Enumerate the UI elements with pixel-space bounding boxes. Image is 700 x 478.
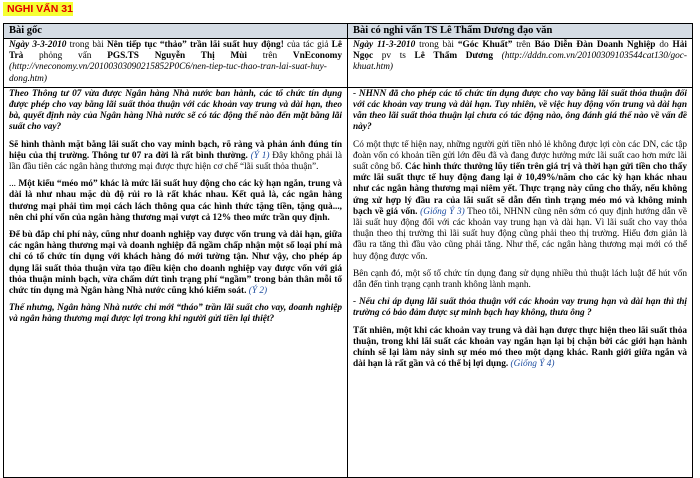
idea-tag: (Ý 1): [247, 150, 270, 161]
source-on: trên: [246, 51, 293, 62]
source-reporter: Hải Ngọc: [353, 40, 688, 62]
answer-paragraph: [353, 326, 687, 371]
question-paragraph: Theo Thông tư 07 vừa được Ngân hàng Nhà nước ban hành, các tổ chức tín dụng được phép cho vay bằng lãi suất thỏa thuận với các khoản vay trung và dài hạn, theo bà, quyết định này của Ngân hàng Nhà nước sẽ có tác động thế nào đến mặt bằng lãi suất cho vay?: [9, 88, 342, 133]
highlighted-text: Các hình thức thưởng lũy tiến trên giá trị và thời hạn gửi tiền cho thấy mức lãi suất thực tế huy động đang lại ở 10,49%/năm cho các kỳ hạn khác nhau như các ngân hàng thương mại niêm yết. Thực trạng này cũng cho thấy, nếu không ứng xử hợp lý đầu ra của lãi suất sẽ dẫn đến tình trạng méo mó và không minh bạch về giá vốn.: [353, 162, 687, 217]
source-interview: phỏng vấn: [23, 51, 108, 62]
highlighted-text: Sẽ hình thành mặt bằng lãi suất cho vay minh bạch, rõ ràng và phản ánh đúng tín hiệu của thị trường. Thông tư 07 ra đời là rất bình thường.: [9, 139, 342, 161]
plain-text: ...: [9, 179, 19, 190]
question-paragraph: Thế nhưng, Ngân hàng Nhà nước chỉ mới “tháo” trần lãi suất cho vay, doanh nghiệp và ngân hàng thương mại được lợi trong khi người gửi tiền lại thiệt?: [9, 303, 342, 325]
source-article-title: “Góc Khuất”: [457, 40, 513, 50]
source-author: Lê Trà: [9, 40, 342, 62]
source-url[interactable]: (http://dddn.com.vn/20100309103544cat130/goc-khuat.htm): [353, 51, 687, 73]
body-cell-suspected: [348, 87, 693, 477]
source-paper: Báo Diễn Đàn Doanh Nghiệp: [534, 40, 656, 50]
source-url[interactable]: (http://vneconomy.vn/20100303090215852P0C6/nen-tiep-tuc-thao-tran-lai-suat-huy-dong.htm): [9, 62, 327, 84]
highlighted-text: Tất nhiên, một khi các khoản vay trung và dài hạn được thực hiện theo lãi suất thỏa thuận, trong khi lãi suất các khoản vay ngắn hạn lại bị chặn bởi các giới hạn hành chính sẽ lại làm nảy sinh sự méo mó theo một dạng khác. Ranh giới giữa ngắn và dài hạn là rất gần và có thể bị lợi dụng.: [353, 325, 687, 370]
plain-text: Theo tôi, NHNN cũng nên sớm có quy định hướng dẫn về lãi suất huy động đối với các khoản vay trung hạn và dài hạn. Vì lãi suất cho vay thỏa thuận theo thị trường thì lãi suất huy động cũng phải theo thị trường. Hiểu đơn giản là đầu ra tăng thì đầu vào cũng phải tăng. Như thế, các ngân hàng thương mại mới có thể huy động được vốn.: [353, 206, 687, 262]
comparison-table: [3, 23, 693, 478]
plain-text: Đây không phải là lần đầu tiên các ngân hàng thương mại được thực hiện cơ chế “lãi suất thỏa thuận”.: [9, 150, 342, 173]
table-header-row: [4, 24, 693, 39]
highlighted-text: Để bù đắp chi phí này, cũng như doanh nghiệp vay được vốn trung và dài hạn, giữa các ngân hàng thương mại và doanh nghiệp đã ngầm chấp nhận một số loại phí mà chỉ có tổ chức tín dụng với khách hàng đó mới tường tận. Như vậy, cho phép áp dụng lãi suất thỏa thuận vừa tạo điều kiện cho doanh nghiệp vay được vốn với giá thỏa thuận minh bạch, vừa chấm dứt tình trạng phí “ngầm” trong bản thân mỗi tổ chức tín dụng mà Ngân hàng Nhà nước cũng khó kiểm soát.: [9, 230, 342, 297]
source-interviewee: PGS.TS Nguyễn Thị Mùi: [107, 51, 247, 62]
answer-paragraph: [9, 140, 342, 174]
source-site: VnEconomy: [292, 51, 342, 62]
source-author: Lê Thẩm Dương: [414, 51, 493, 62]
idea-tag: (Giống Ý 4): [508, 359, 555, 370]
source-by: do: [655, 40, 673, 50]
column-header-suspected: Bài có nghi vấn TS Lê Thẩm Dương đạo văn: [348, 24, 693, 39]
source-pv: pv ts: [373, 51, 415, 62]
question-paragraph: - NHNN đã cho phép các tổ chức tín dụng được cho vay bằng lãi suất thỏa thuận đối với các khoản vay trung và dài hạn. Tuy nhiên, về việc huy động vốn trung và dài hạn vẫn theo lãi suất thỏa thuận lại chưa có tác động nào, ông đánh giá thế nào về vấn đề này?: [353, 88, 687, 133]
body-cell-original: [4, 87, 348, 477]
idea-tag: (Giống Ý 3): [417, 206, 465, 217]
plain-text: Bên cạnh đó, một số tổ chức tín dụng đang sử dụng nhiều thủ thuật lách luật để hút vốn dẫn đến tình trạng cạnh tranh không lành mạnh.: [353, 268, 687, 291]
source-article-title: Nên tiếp tục “thảo” trần lãi suất huy động!: [106, 40, 284, 50]
source-date: Ngày 3-3-2010: [9, 40, 67, 50]
source-date: Ngày 11-3-2010: [353, 40, 416, 50]
source-on: trên: [512, 40, 535, 50]
source-cell-suspected: [348, 39, 693, 88]
source-intro: trong bài: [66, 40, 107, 50]
idea-tag: (Ý 2): [246, 286, 268, 297]
highlighted-text: Một kiểu “méo mó” khác là mức lãi suất huy động cho các kỳ hạn ngắn, trung và dài là như nhau mặc dù độ rủi ro là rất khác nhau. Kết quả là, các ngân hàng thương mại phải tìm mọi cách lách thông qua các hình thức tặng tiền, tặng quà..., nên chi phí vốn của ngân hàng thương mại vượt cả 12% theo mức trần quy định.: [9, 179, 342, 223]
page-title: NGHI VẤN 31: [3, 2, 73, 16]
source-intro: trong bài: [415, 40, 458, 50]
column-header-original: Bài gốc: [4, 24, 348, 39]
plain-text: Có một thực tế hiện nay, những người gửi tiền nhỏ lẻ không được lợi còn các DN, các tập đoàn vốn có khoản tiền gửi lớn đều đã và đang được hưởng mức lãi suất cao hơn mức lãi suất công bố.: [353, 139, 687, 173]
body-row: [4, 87, 693, 477]
answer-paragraph: [353, 140, 687, 263]
source-row: [4, 39, 693, 88]
answer-paragraph: [353, 269, 687, 291]
answer-paragraph: [9, 179, 342, 224]
source-cell-original: [4, 39, 348, 88]
question-paragraph: - Nếu chỉ áp dụng lãi suất thỏa thuận với các khoản vay trung hạn và dài hạn thì thị trường có bảo đảm được sự minh bạch hay không, thưa ông ?: [353, 297, 687, 319]
source-of-author: của tác giả: [283, 40, 332, 50]
answer-paragraph: [9, 230, 342, 297]
